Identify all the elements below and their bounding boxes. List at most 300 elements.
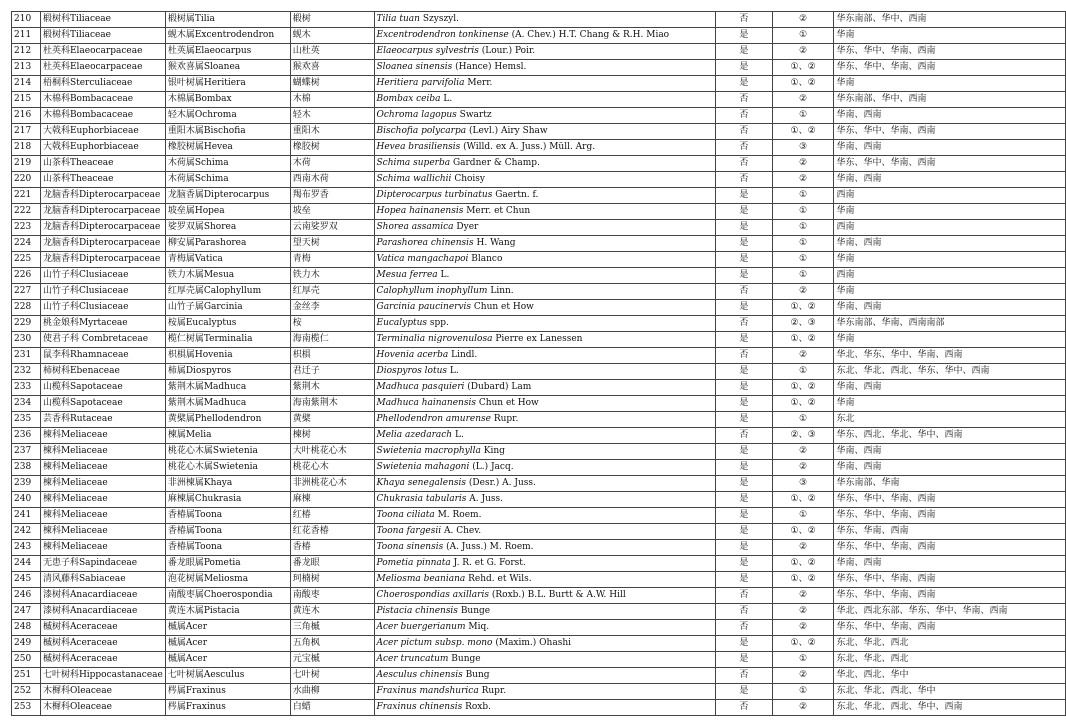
native-cell: 是 <box>716 476 773 492</box>
native-cell: 否 <box>716 620 773 636</box>
table-row <box>12 124 1066 140</box>
family-cell: 山竹子科Clusiaceae <box>40 284 165 300</box>
family-cell: 山茶科Theaceae <box>40 156 165 172</box>
common-name-cell: 桃花心木 <box>290 460 374 476</box>
common-name-cell: 黄檗 <box>290 412 374 428</box>
native-cell: 否 <box>716 604 773 620</box>
genus-cell: 木棉属Bombax <box>165 92 290 108</box>
row-number: 242 <box>12 524 41 540</box>
native-cell: 是 <box>716 220 773 236</box>
common-name-cell: 猴欢喜 <box>290 60 374 76</box>
scientific-epithet: Choerospondias axillaris <box>376 590 489 600</box>
author-citation: Linn. <box>490 286 514 296</box>
family-cell: 梧桐科Sterculiaceae <box>40 76 165 92</box>
author-citation: Bunge <box>460 606 491 616</box>
common-name-cell: 云南娑罗双 <box>290 220 374 236</box>
row-number: 214 <box>12 76 41 92</box>
family-cell: 漆树科Anacardiaceae <box>40 588 165 604</box>
scientific-name-cell <box>374 668 716 684</box>
genus-cell: 青梅属Vatica <box>165 252 290 268</box>
family-cell: 楝科Meliaceae <box>40 540 165 556</box>
common-name-cell: 羯布罗香 <box>290 188 374 204</box>
author-citation: Lindl. <box>451 350 478 360</box>
region-cell: 华东南部、华南 <box>834 476 1066 492</box>
row-number: 235 <box>12 412 41 428</box>
family-cell: 木棉科Bombacaceae <box>40 108 165 124</box>
family-cell: 椴树科Tiliaceae <box>40 12 165 28</box>
region-cell: 华南 <box>834 252 1066 268</box>
scientific-name-cell <box>374 44 716 60</box>
region-cell: 华北、华东、华中、华南、西南 <box>834 348 1066 364</box>
type-cell: ① <box>772 236 834 252</box>
scientific-epithet: Madhuca pasquieri <box>376 382 465 392</box>
table-row <box>12 380 1066 396</box>
native-cell: 否 <box>716 108 773 124</box>
type-cell: ① <box>772 188 834 204</box>
author-citation: (Hance) Hemsl. <box>455 62 527 72</box>
common-name-cell: 西南木荷 <box>290 172 374 188</box>
native-cell: 是 <box>716 460 773 476</box>
row-number: 251 <box>12 668 41 684</box>
author-citation: (L.) Jacq. <box>472 462 514 472</box>
native-cell: 否 <box>716 284 773 300</box>
author-citation: Chun et How <box>473 302 534 312</box>
native-cell: 是 <box>716 396 773 412</box>
common-name-cell: 黄连木 <box>290 604 374 620</box>
native-cell: 是 <box>716 412 773 428</box>
scientific-name-cell <box>374 156 716 172</box>
region-cell: 华东、华中、华南、西南 <box>834 124 1066 140</box>
scientific-name-cell <box>374 284 716 300</box>
region-cell: 东北 <box>834 412 1066 428</box>
genus-cell: 娑罗双属Shorea <box>165 220 290 236</box>
region-cell: 华南、西南 <box>834 172 1066 188</box>
family-cell: 龙脑香科Dipterocarpaceae <box>40 252 165 268</box>
family-cell: 山茶科Theaceae <box>40 172 165 188</box>
native-cell: 是 <box>716 684 773 700</box>
genus-cell: 银叶树属Heritiera <box>165 76 290 92</box>
table-row <box>12 460 1066 476</box>
author-citation: J. R. et G. Forst. <box>453 558 526 568</box>
native-cell: 是 <box>716 188 773 204</box>
family-cell: 杜英科Elaeocarpaceae <box>40 44 165 60</box>
author-citation: Gardner & Champ. <box>452 158 540 168</box>
genus-cell: 槭属Acer <box>165 636 290 652</box>
region-cell: 华东南部、华南、西南南部 <box>834 316 1066 332</box>
scientific-name-cell <box>374 28 716 44</box>
family-cell: 楝科Meliaceae <box>40 492 165 508</box>
row-number: 245 <box>12 572 41 588</box>
row-number: 215 <box>12 92 41 108</box>
scientific-epithet: Garcinia paucinervis <box>376 302 472 312</box>
scientific-name-cell <box>374 556 716 572</box>
native-cell: 是 <box>716 572 773 588</box>
author-citation: Bunge <box>451 654 481 664</box>
common-name-cell: 坡垒 <box>290 204 374 220</box>
table-row <box>12 604 1066 620</box>
type-cell: ② <box>772 540 834 556</box>
scientific-epithet: Melia azedarach <box>376 430 453 440</box>
scientific-name-cell <box>374 684 716 700</box>
family-cell: 柿树科Ebenaceae <box>40 364 165 380</box>
region-cell: 华东、华中、华南、西南 <box>834 60 1066 76</box>
family-cell: 木樨科Oleaceae <box>40 700 165 716</box>
native-cell: 是 <box>716 636 773 652</box>
row-number: 231 <box>12 348 41 364</box>
common-name-cell: 麻楝 <box>290 492 374 508</box>
genus-cell: 紫荆木属Madhuca <box>165 380 290 396</box>
scientific-epithet: Toona ciliata <box>376 510 435 520</box>
scientific-name-cell <box>374 412 716 428</box>
author-citation: spp. <box>429 318 449 328</box>
scientific-epithet: Fraxinus chinensis <box>376 702 463 712</box>
row-number: 223 <box>12 220 41 236</box>
family-cell: 鼠李科Rhamnaceae <box>40 348 165 364</box>
family-cell: 山竹子科Clusiaceae <box>40 300 165 316</box>
region-cell: 华南、西南 <box>834 140 1066 156</box>
family-cell: 山竹子科Clusiaceae <box>40 268 165 284</box>
row-number: 243 <box>12 540 41 556</box>
author-citation: (Dubard) Lam <box>467 382 532 392</box>
region-cell: 华南 <box>834 28 1066 44</box>
row-number: 238 <box>12 460 41 476</box>
family-cell: 楝科Meliaceae <box>40 444 165 460</box>
scientific-epithet: Meliosma beaniana <box>376 574 466 584</box>
author-citation: Rupr. <box>481 686 507 696</box>
family-cell: 木樨科Oleaceae <box>40 684 165 700</box>
type-cell: ①、② <box>772 556 834 572</box>
table-row <box>12 108 1066 124</box>
region-cell: 华南 <box>834 332 1066 348</box>
native-cell: 是 <box>716 44 773 60</box>
common-name-cell: 水曲柳 <box>290 684 374 700</box>
genus-cell: 猴欢喜属Sloanea <box>165 60 290 76</box>
table-row <box>12 588 1066 604</box>
scientific-epithet: Mesua ferrea <box>376 270 438 280</box>
region-cell: 华南、西南 <box>834 300 1066 316</box>
region-cell: 华南 <box>834 204 1066 220</box>
common-name-cell: 元宝槭 <box>290 652 374 668</box>
scientific-epithet: Toona sinensis <box>376 542 444 552</box>
scientific-epithet: Fraxinus mandshurica <box>376 686 479 696</box>
region-cell: 华东、华南、西南 <box>834 524 1066 540</box>
type-cell: ②、③ <box>772 316 834 332</box>
row-number: 249 <box>12 636 41 652</box>
type-cell: ① <box>772 412 834 428</box>
scientific-name-cell <box>374 508 716 524</box>
region-cell: 华东、华中、华南、西南 <box>834 156 1066 172</box>
scientific-name-cell <box>374 60 716 76</box>
scientific-name-cell <box>374 492 716 508</box>
native-cell: 是 <box>716 540 773 556</box>
genus-cell: 番龙眼属Pometia <box>165 556 290 572</box>
genus-cell: 非洲楝属Khaya <box>165 476 290 492</box>
row-number: 253 <box>12 700 41 716</box>
table-row <box>12 428 1066 444</box>
row-number: 217 <box>12 124 41 140</box>
native-cell: 是 <box>716 652 773 668</box>
row-number: 240 <box>12 492 41 508</box>
table-row <box>12 12 1066 28</box>
region-cell: 西南 <box>834 268 1066 284</box>
genus-cell: 坡垒属Hopea <box>165 204 290 220</box>
table-row <box>12 172 1066 188</box>
table-row <box>12 700 1066 716</box>
type-cell: ② <box>772 668 834 684</box>
table-row <box>12 316 1066 332</box>
row-number: 248 <box>12 620 41 636</box>
row-number: 226 <box>12 268 41 284</box>
common-name-cell: 白蜡 <box>290 700 374 716</box>
region-cell: 华南 <box>834 76 1066 92</box>
common-name-cell: 红椿 <box>290 508 374 524</box>
native-cell: 是 <box>716 300 773 316</box>
table-row <box>12 188 1066 204</box>
scientific-name-cell <box>374 588 716 604</box>
genus-cell: 桃花心木属Swietenia <box>165 460 290 476</box>
native-cell: 否 <box>716 140 773 156</box>
common-name-cell: 椴树 <box>290 12 374 28</box>
type-cell: ① <box>772 28 834 44</box>
scientific-name-cell <box>374 540 716 556</box>
scientific-epithet: Hovenia acerba <box>376 350 449 360</box>
scientific-epithet: Elaeocarpus sylvestris <box>376 46 479 56</box>
region-cell: 华东、华中、华南、西南 <box>834 540 1066 556</box>
common-name-cell: 山杜英 <box>290 44 374 60</box>
common-name-cell: 蝴蝶树 <box>290 76 374 92</box>
region-cell: 华南、西南 <box>834 380 1066 396</box>
scientific-epithet: Parashorea chinensis <box>376 238 474 248</box>
author-citation: A. Chev. <box>444 526 482 536</box>
family-cell: 七叶树科Hippocastanaceae <box>40 668 165 684</box>
table-row <box>12 444 1066 460</box>
scientific-epithet: Schima wallichii <box>376 174 452 184</box>
common-name-cell: 青梅 <box>290 252 374 268</box>
scientific-name-cell <box>374 380 716 396</box>
scientific-name-cell <box>374 124 716 140</box>
region-cell: 华东南部、华中、西南 <box>834 92 1066 108</box>
type-cell: ① <box>772 508 834 524</box>
common-name-cell: 海南榄仁 <box>290 332 374 348</box>
scientific-epithet: Pistacia chinensis <box>376 606 458 616</box>
scientific-name-cell <box>374 396 716 412</box>
table-row <box>12 236 1066 252</box>
region-cell: 华南、西南 <box>834 556 1066 572</box>
row-number: 239 <box>12 476 41 492</box>
scientific-name-cell <box>374 188 716 204</box>
row-number: 219 <box>12 156 41 172</box>
native-cell: 是 <box>716 204 773 220</box>
table-row <box>12 60 1066 76</box>
type-cell: ② <box>772 156 834 172</box>
type-cell: ①、② <box>772 380 834 396</box>
family-cell: 楝科Meliaceae <box>40 428 165 444</box>
common-name-cell: 木荷 <box>290 156 374 172</box>
author-citation: Gaertn. f. <box>495 190 539 200</box>
native-cell: 否 <box>716 92 773 108</box>
family-cell: 楝科Meliaceae <box>40 476 165 492</box>
genus-cell: 紫荆木属Madhuca <box>165 396 290 412</box>
common-name-cell: 红厚壳 <box>290 284 374 300</box>
native-cell: 是 <box>716 332 773 348</box>
author-citation: (Roxb.) B.L. Burtt & A.W. Hill <box>491 590 626 600</box>
scientific-name-cell <box>374 332 716 348</box>
family-cell: 龙脑香科Dipterocarpaceae <box>40 204 165 220</box>
genus-cell: 泡花树属Meliosma <box>165 572 290 588</box>
type-cell: ② <box>772 44 834 60</box>
row-number: 236 <box>12 428 41 444</box>
author-citation: L. <box>443 94 453 104</box>
author-citation: Chun et How <box>478 398 539 408</box>
genus-cell: 蚬木属Excentrodendron <box>165 28 290 44</box>
genus-cell: 梣属Fraxinus <box>165 684 290 700</box>
table-row <box>12 668 1066 684</box>
genus-cell: 楝属Melia <box>165 428 290 444</box>
row-number: 241 <box>12 508 41 524</box>
type-cell: ② <box>772 588 834 604</box>
region-cell: 华南 <box>834 284 1066 300</box>
scientific-name-cell <box>374 268 716 284</box>
author-citation: Szyszyl. <box>422 14 460 24</box>
table-row <box>12 364 1066 380</box>
family-cell: 槭树科Aceraceae <box>40 636 165 652</box>
native-cell: 否 <box>716 700 773 716</box>
table-row <box>12 220 1066 236</box>
table-row <box>12 396 1066 412</box>
native-cell: 否 <box>716 668 773 684</box>
type-cell: ① <box>772 684 834 700</box>
table-row <box>12 268 1066 284</box>
row-number: 227 <box>12 284 41 300</box>
common-name-cell: 望天树 <box>290 236 374 252</box>
row-number: 246 <box>12 588 41 604</box>
genus-cell: 七叶树属Aesculus <box>165 668 290 684</box>
scientific-epithet: Terminalia nigrovenulosa <box>376 334 493 344</box>
row-number: 244 <box>12 556 41 572</box>
common-name-cell: 番龙眼 <box>290 556 374 572</box>
region-cell: 华东南部、华中、西南 <box>834 12 1066 28</box>
table-row <box>12 284 1066 300</box>
native-cell: 否 <box>716 428 773 444</box>
scientific-epithet: Calophyllum inophyllum <box>376 286 488 296</box>
genus-cell: 杜英属Elaeocarpus <box>165 44 290 60</box>
type-cell: ② <box>772 444 834 460</box>
native-cell: 是 <box>716 268 773 284</box>
common-name-cell: 南酸枣 <box>290 588 374 604</box>
native-cell: 否 <box>716 348 773 364</box>
common-name-cell: 楝树 <box>290 428 374 444</box>
genus-cell: 香椿属Toona <box>165 524 290 540</box>
table-row <box>12 556 1066 572</box>
scientific-epithet: Khaya senegalensis <box>376 478 467 488</box>
scientific-name-cell <box>374 364 716 380</box>
scientific-epithet: Vatica mangachapoi <box>376 254 469 264</box>
author-citation: L. <box>454 430 464 440</box>
common-name-cell: 紫荆木 <box>290 380 374 396</box>
scientific-name-cell <box>374 572 716 588</box>
author-citation: (Levl.) Airy Shaw <box>468 126 548 136</box>
region-cell: 华南、西南 <box>834 236 1066 252</box>
genus-cell: 山竹子属Garcinia <box>165 300 290 316</box>
table-row <box>12 204 1066 220</box>
scientific-epithet: Sloanea sinensis <box>376 62 453 72</box>
native-cell: 是 <box>716 76 773 92</box>
genus-cell: 木荷属Schima <box>165 156 290 172</box>
region-cell: 华东、华中、华南、西南 <box>834 44 1066 60</box>
region-cell: 华东、华中、华南、西南 <box>834 620 1066 636</box>
family-cell: 大戟科Euphorbiaceae <box>40 124 165 140</box>
type-cell: ② <box>772 92 834 108</box>
scientific-name-cell <box>374 92 716 108</box>
common-name-cell: 橡胶树 <box>290 140 374 156</box>
scientific-epithet: Eucalyptus <box>376 318 428 328</box>
author-citation: (A. Chev.) H.T. Chang & R.H. Miao <box>511 30 670 40</box>
region-cell: 华北、西北、华中 <box>834 668 1066 684</box>
family-cell: 龙脑香科Dipterocarpaceae <box>40 220 165 236</box>
author-citation: Merr. et Chun <box>466 206 531 216</box>
type-cell: ① <box>772 652 834 668</box>
table-row <box>12 572 1066 588</box>
table-row <box>12 636 1066 652</box>
family-cell: 楝科Meliaceae <box>40 460 165 476</box>
genus-cell: 橡胶树属Hevea <box>165 140 290 156</box>
author-citation: Roxb. <box>465 702 491 712</box>
native-cell: 否 <box>716 316 773 332</box>
table-row <box>12 524 1066 540</box>
author-citation: H. Wang <box>476 238 516 248</box>
author-citation: King <box>483 446 505 456</box>
scientific-epithet: Excentrodendron tonkinense <box>376 30 509 40</box>
genus-cell: 香椿属Toona <box>165 508 290 524</box>
native-cell: 是 <box>716 28 773 44</box>
region-cell: 西南 <box>834 188 1066 204</box>
author-citation: Blanco <box>471 254 503 264</box>
common-name-cell: 轻木 <box>290 108 374 124</box>
genus-cell: 铁力木属Mesua <box>165 268 290 284</box>
row-number: 212 <box>12 44 41 60</box>
row-number: 237 <box>12 444 41 460</box>
native-cell: 否 <box>716 172 773 188</box>
row-number: 232 <box>12 364 41 380</box>
common-name-cell: 蚬木 <box>290 28 374 44</box>
type-cell: ① <box>772 268 834 284</box>
scientific-name-cell <box>374 348 716 364</box>
native-cell: 否 <box>716 12 773 28</box>
region-cell: 华东、华中、华南、西南 <box>834 508 1066 524</box>
genus-cell: 黄檗属Phellodendron <box>165 412 290 428</box>
common-name-cell: 红花香椿 <box>290 524 374 540</box>
region-cell: 华北、西北东部、华东、华中、华南、西南 <box>834 604 1066 620</box>
region-cell: 东北、华北、西北、华东、华中、西南 <box>834 364 1066 380</box>
type-cell: ①、② <box>772 60 834 76</box>
genus-cell: 龙脑香属Dipterocarpus <box>165 188 290 204</box>
row-number: 225 <box>12 252 41 268</box>
table-row <box>12 300 1066 316</box>
family-cell: 使君子科 Combretaceae <box>40 332 165 348</box>
table-row <box>12 252 1066 268</box>
author-citation: L. <box>440 270 450 280</box>
common-name-cell: 木棉 <box>290 92 374 108</box>
author-citation: L. <box>449 366 459 376</box>
region-cell: 华南、西南 <box>834 108 1066 124</box>
scientific-name-cell <box>374 236 716 252</box>
scientific-name-cell <box>374 300 716 316</box>
family-cell: 木棉科Bombacaceae <box>40 92 165 108</box>
scientific-name-cell <box>374 140 716 156</box>
family-cell: 山榄科Sapotaceae <box>40 396 165 412</box>
region-cell: 东北、华北、西北 <box>834 652 1066 668</box>
type-cell: ②、③ <box>772 428 834 444</box>
